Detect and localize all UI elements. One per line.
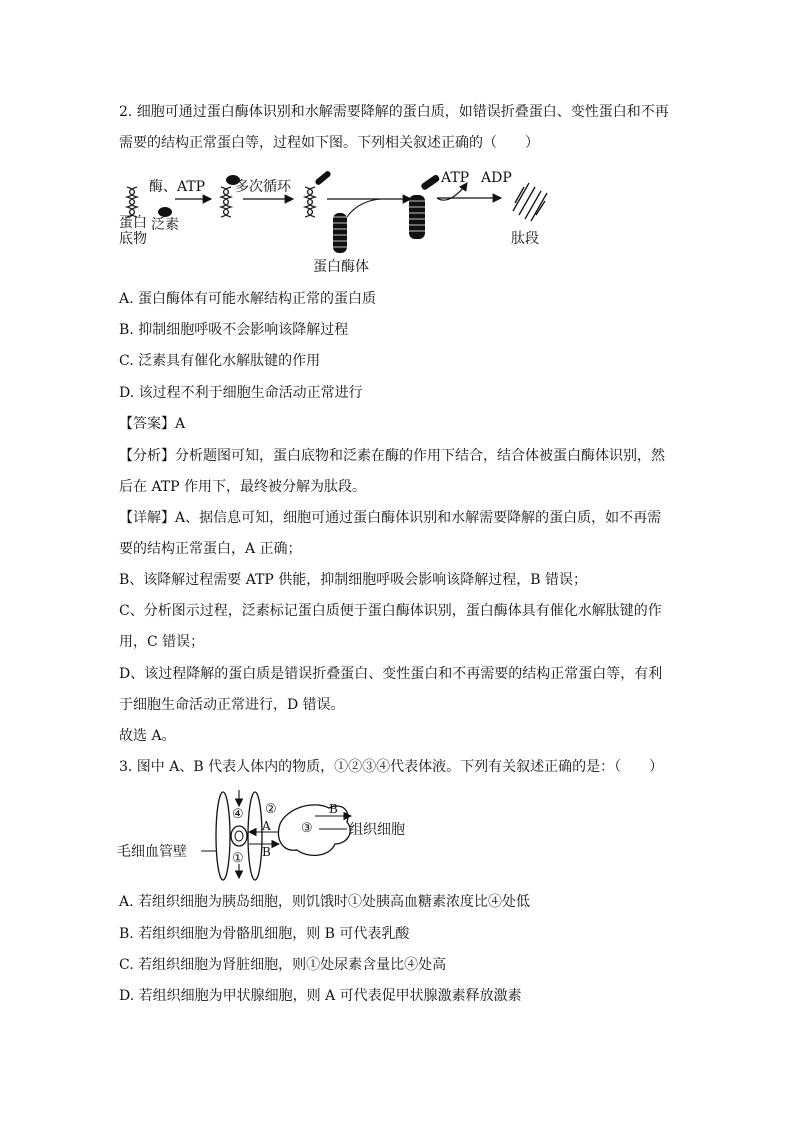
q2-detail-line: D、该过程降解的蛋白质是错误折叠蛋白、变性蛋白和不再需要的结构正常蛋白等，有利 [119,666,663,682]
proteasome-complex [409,174,440,239]
blood-cell [231,826,247,846]
label-tissue-cell: 组织细胞 [349,822,405,838]
q2-stem-line1: 2. 细胞可通过蛋白酶体识别和水解需要降解的蛋白质，如错误折叠蛋白、变性蛋白和不再 [119,104,669,120]
label-enzyme-atp: 酶、ATP [149,179,206,195]
label-substrate-1: 蛋白 [119,215,147,231]
q2-detail-line: 于细胞生命活动正常进行，D 错误。 [119,697,345,713]
q2-detail-line: 要的结构正常蛋白，A 正确； [119,541,302,557]
capillary-wall-right [248,792,262,880]
q2-analysis-line1: 【分析】分析题图可知，蛋白底物和泛素在酶的作用下结合，结合体被蛋白酶体识别，然 [119,448,665,464]
q2-detail-line: C、分析图示过程，泛素标记蛋白质便于蛋白酶体识别，蛋白酶体具有催化水解肽键的作 [119,603,662,619]
q2-analysis-line2: 后在 ATP 作用下，最终被分解为肽段。 [119,479,367,495]
q2-detail-line: B、该降解过程需要 ATP 供能，抑制细胞呼吸会影响该降解过程，B 错误； [119,572,588,588]
q2-stem-line2: 需要的结构正常蛋白等，过程如下图。下列相关叙述正确的（ ） [119,135,539,151]
label-cycle: 多次循环 [235,179,291,195]
q2-answer: 【答案】A [119,416,186,432]
label-peptide: 肽段 [511,231,539,247]
q2-option-a: A. 蛋白酶体有可能水解结构正常的蛋白质 [119,291,377,307]
q3-option-b: B. 若组织细胞为骨骼肌细胞，则 B 可代表乳酸 [119,926,410,942]
q2-proteasome-diagram [115,165,555,280]
q3-body-fluid-diagram [115,786,415,881]
label-ubiquitin: 泛素 [151,217,179,233]
label-fluid-4: ④ [232,807,244,822]
polyubiquitin-substrate-coil [305,187,315,217]
protein-substrate-coil [127,187,137,217]
q3-option-c: C. 若组织细胞为肾脏细胞，则①处尿素含量比④处高 [119,957,447,973]
q2-detail-line: 用，C 错误； [119,634,205,650]
label-substance-a: A [262,819,271,833]
label-fluid-1: ① [232,851,244,866]
label-adp: ADP [481,170,512,186]
label-substance-b-right: B [329,802,338,816]
tissue-cell-shape [279,805,351,856]
q2-option-d: D. 该过程不利于细胞生命活动正常进行 [119,385,363,401]
proteasome-icon [333,213,347,253]
ubiquitin-oval [158,207,172,217]
q2-option-c: C. 泛素具有催化水解肽键的作用 [119,353,321,369]
q3-option-a: A. 若组织细胞为胰岛细胞，则饥饿时①处胰高血糖素浓度比④处低 [119,894,531,910]
label-fluid-2: ② [265,802,277,817]
q2-detail-line: 【详解】A、据信息可知，细胞可通过蛋白酶体识别和水解需要降解的蛋白质，如不再需 [119,510,662,526]
label-atp: ATP [441,170,470,186]
q2-detail-line: 故选 A。 [119,728,176,744]
label-capillary-wall: 毛细血管壁 [117,844,187,860]
peptide-fragments-icon [513,183,547,221]
label-substrate-2: 底物 [119,231,147,247]
tagged-substrate-coil [221,187,231,217]
label-fluid-3: ③ [301,821,313,836]
capillary-wall-left [216,792,230,880]
label-substance-b-left: B [262,845,271,859]
label-proteasome: 蛋白酶体 [313,259,369,275]
q2-option-b: B. 抑制细胞呼吸不会影响该降解过程 [119,322,349,338]
q3-option-d: D. 若组织细胞为甲状腺细胞，则 A 可代表促甲状腺激素释放激素 [119,988,522,1004]
q3-stem: 3. 图中 A、B 代表人体内的物质，①②③④代表体液。下列有关叙述正确的是：（ ） [119,759,664,775]
